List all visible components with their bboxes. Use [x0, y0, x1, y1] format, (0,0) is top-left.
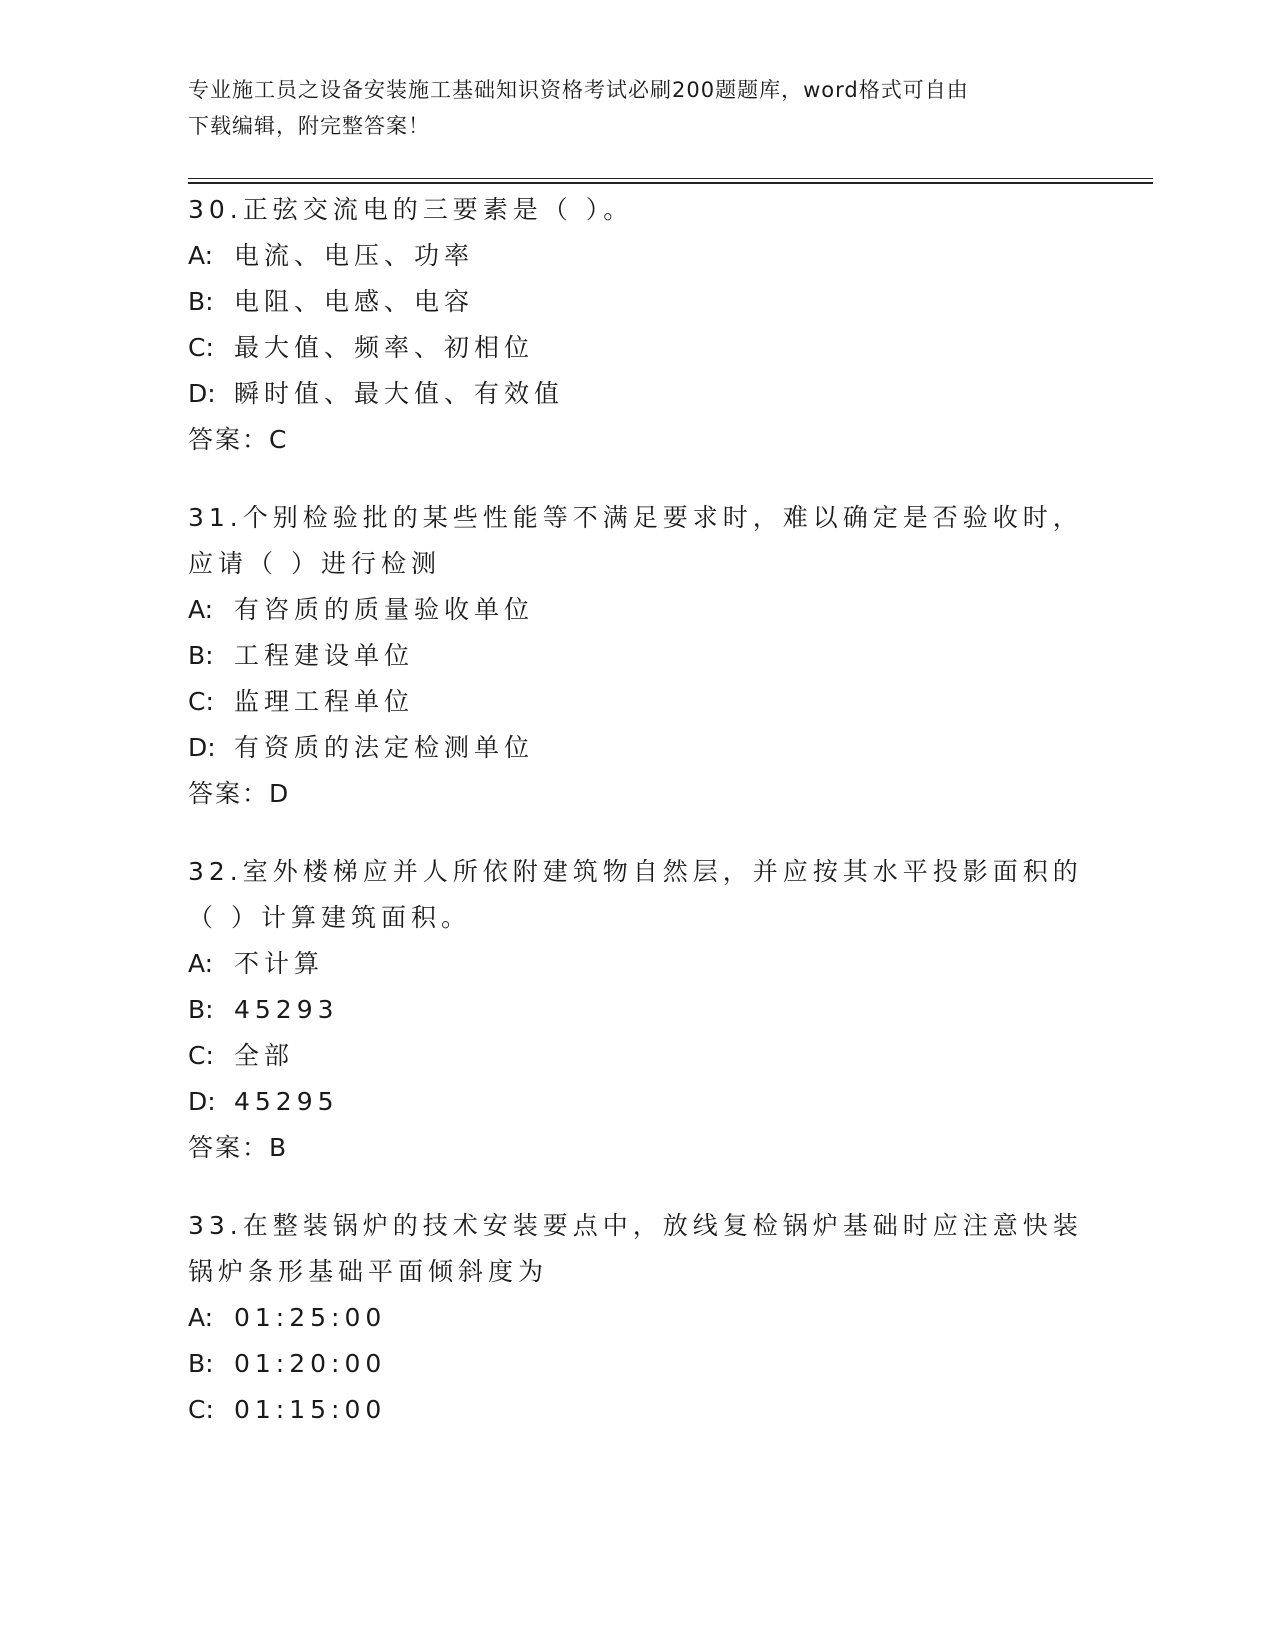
- option-letter: C:: [188, 1395, 214, 1424]
- option-letter: D:: [188, 1087, 216, 1116]
- option-a: [188, 941, 1088, 987]
- question-stem: 33.在整装锅炉的技术安装要点中，放线复检锅炉基础时应注意快装锅炉条形基础平面倾斜度为: [188, 1211, 1083, 1286]
- question-stem: 30.正弦交流电的三要素是（ ）。: [188, 195, 634, 224]
- option-text: 电流、电压、功率: [234, 241, 475, 270]
- header-divider-thin: [188, 178, 1153, 179]
- option-b: [188, 633, 1088, 679]
- header-line-1: 专业施工员之设备安装施工基础知识资格考试必刷200题题库，word格式可自由: [188, 78, 969, 102]
- option-letter: A:: [188, 241, 214, 270]
- option-d: [188, 1079, 1088, 1125]
- option-text: 有咨质的质量验收单位: [234, 595, 535, 624]
- option-text: 监理工程单位: [234, 687, 415, 716]
- option-text: 不计算: [234, 949, 325, 978]
- answer-line: 答案：B: [188, 1133, 289, 1162]
- option-b: [188, 1341, 1088, 1387]
- option-text: 最大值、频率、初相位: [234, 333, 535, 362]
- option-letter: D:: [188, 379, 216, 408]
- option-a: [188, 587, 1088, 633]
- option-a: [188, 233, 1088, 279]
- answer-line: 答案：C: [188, 425, 289, 454]
- option-letter: B:: [188, 287, 214, 316]
- question-stem: 32.室外楼梯应并人所依附建筑物自然层，并应按其水平投影面积的（ ）计算建筑面积。: [188, 857, 1083, 932]
- question-stem: 31.个别检验批的某些性能等不满足要求时，难以确定是否验收时，应请（ ）进行检测: [188, 503, 1083, 578]
- option-a: [188, 1295, 1088, 1341]
- option-letter: C:: [188, 333, 214, 362]
- question-33: [188, 1203, 1088, 1433]
- option-b: [188, 279, 1088, 325]
- option-c: [188, 679, 1088, 725]
- option-b: [188, 987, 1088, 1033]
- option-text: 45293: [234, 995, 339, 1024]
- question-31: [188, 495, 1088, 817]
- option-text: 45295: [234, 1087, 339, 1116]
- option-c: [188, 325, 1088, 371]
- option-letter: A:: [188, 1303, 214, 1332]
- option-d: [188, 371, 1088, 417]
- option-text: 瞬时值、最大值、有效值: [234, 379, 565, 408]
- option-letter: B:: [188, 641, 214, 670]
- option-letter: B:: [188, 1349, 214, 1378]
- option-text: 全部: [234, 1041, 295, 1070]
- option-letter: C:: [188, 1041, 214, 1070]
- document-header: [188, 72, 1088, 144]
- option-c: [188, 1033, 1088, 1079]
- option-letter: B:: [188, 995, 214, 1024]
- option-letter: D:: [188, 733, 216, 762]
- option-c: [188, 1387, 1088, 1433]
- option-letter: A:: [188, 949, 214, 978]
- option-text: 01:25:00: [234, 1303, 387, 1332]
- option-text: 01:20:00: [234, 1349, 387, 1378]
- option-text: 01:15:00: [234, 1395, 387, 1424]
- question-30: [188, 187, 1088, 463]
- question-list: [188, 187, 1088, 1465]
- option-letter: C:: [188, 687, 214, 716]
- option-text: 有资质的法定检测单位: [234, 733, 535, 762]
- option-letter: A:: [188, 595, 214, 624]
- question-32: [188, 849, 1088, 1171]
- option-text: 工程建设单位: [234, 641, 415, 670]
- header-line-2: 下载编辑，附完整答案！: [188, 114, 430, 138]
- option-text: 电阻、电感、电容: [234, 287, 475, 316]
- header-divider-thick: [188, 182, 1153, 184]
- option-d: [188, 725, 1088, 771]
- answer-line: 答案：D: [188, 779, 291, 808]
